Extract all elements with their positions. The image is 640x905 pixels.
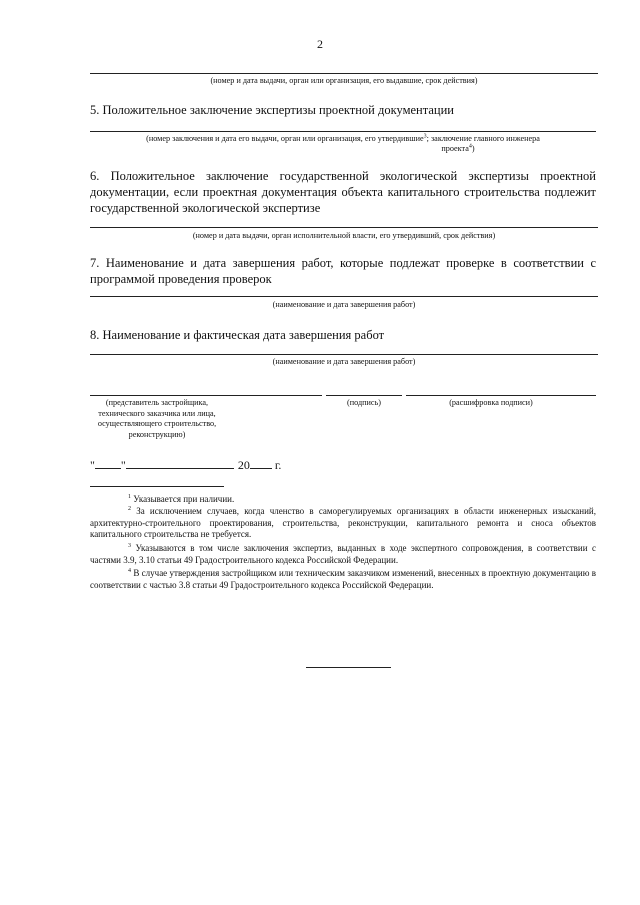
section8-title: 8. Наименование и фактическая дата завершения работ: [90, 328, 385, 342]
date-close-quote: ": [120, 458, 126, 472]
section7-field-line: [90, 296, 598, 297]
top-caption: (номер и дата выдачи, орган или организация, его выдавшие, срок действия): [210, 76, 478, 85]
date-open-quote: ": [90, 458, 95, 472]
section6-caption: (номер и дата выдачи, орган исполнительной власти, его утвердивший, срок действия): [192, 231, 496, 240]
year-suffix: г.: [274, 458, 282, 472]
section5-caption-line2-rest: ): [471, 144, 475, 153]
year-prefix: 20: [237, 458, 250, 472]
footnote-2-number: 2: [128, 506, 131, 512]
year-blank: [250, 456, 272, 469]
section5-caption-sup2: 4: [468, 143, 472, 150]
section5-caption-line1: (номер заключения и дата его выдачи, орган или организация, его утвердившие: [146, 134, 424, 143]
footnote-4-text: В случае утверждения застройщиком или техническим заказчиком изменений, внесенных в проектную документацию в соответствии с частью 3.8 статьи 49 Градостроительного кодекса Российской Федерации.: [90, 568, 597, 590]
section5-caption: [90, 134, 596, 154]
footnote-separator: [90, 486, 224, 487]
section5-caption-line1-rest: ; заключение главного инженера: [426, 134, 540, 143]
signature-line: [326, 395, 402, 396]
section5-caption-line2: проекта: [441, 144, 469, 153]
section7-title: 7. Наименование и дата завершения работ, которые подлежат проверке в соответствии с программой проведения проверок: [90, 256, 596, 286]
page-number: 2: [317, 37, 323, 51]
section5-caption-sup1: 3: [423, 133, 427, 140]
footnote-2: [90, 506, 596, 541]
footnote-2-text: За исключением случаев, когда членство в саморегулируемых организациях в области инженерных изысканий, архитектурно-строительного проектирования, строительства, реконструкции, капитального ремонта и сноса объектов капитального строительства не требуется.: [90, 506, 596, 539]
section8-caption: (наименование и дата завершения работ): [272, 357, 416, 366]
section5-title: 5. Положительное заключение экспертизы проектной документации: [90, 103, 454, 117]
section7-caption: (наименование и дата завершения работ): [272, 300, 416, 309]
decoding-caption: (расшифровка подписи): [449, 398, 533, 407]
footnote-1: [90, 494, 596, 506]
section6-field-line: [90, 227, 598, 228]
footnote-1-text: Указывается при наличии.: [133, 494, 235, 504]
representative-line: [90, 395, 322, 396]
end-of-document-rule: [306, 667, 391, 668]
footnote-3: [90, 543, 596, 566]
footnote-1-number: 1: [128, 494, 131, 500]
footnote-3-text: Указываются в том числе заключения экспертиз, выданных в ходе экспертного сопровождения, в соответствии с частями 3.9, 3.10 статьи 49 Градостроительного кодекса Российской Федерации.: [90, 543, 596, 565]
section5-field-line: [90, 131, 596, 132]
section6-title: 6. Положительное заключение государственной экологической экспертизы проектной документации, если проектная документация объекта капитального строительства подлежит государственной экологической экспертизе: [90, 169, 596, 215]
signature-caption: (подпись): [347, 398, 381, 407]
footnote-3-number: 3: [128, 543, 131, 549]
representative-caption: (представитель застройщика, технического заказчика или лица, осуществляющего строительство, реконструкцию): [97, 398, 217, 439]
footnote-4-number: 4: [128, 568, 131, 574]
day-blank: [95, 456, 121, 469]
month-blank: [126, 456, 234, 469]
top-field-line: [90, 73, 598, 74]
footnote-4: [90, 568, 596, 591]
date-line: [90, 456, 281, 473]
decoding-line: [406, 395, 596, 396]
section8-field-line: [90, 354, 598, 355]
